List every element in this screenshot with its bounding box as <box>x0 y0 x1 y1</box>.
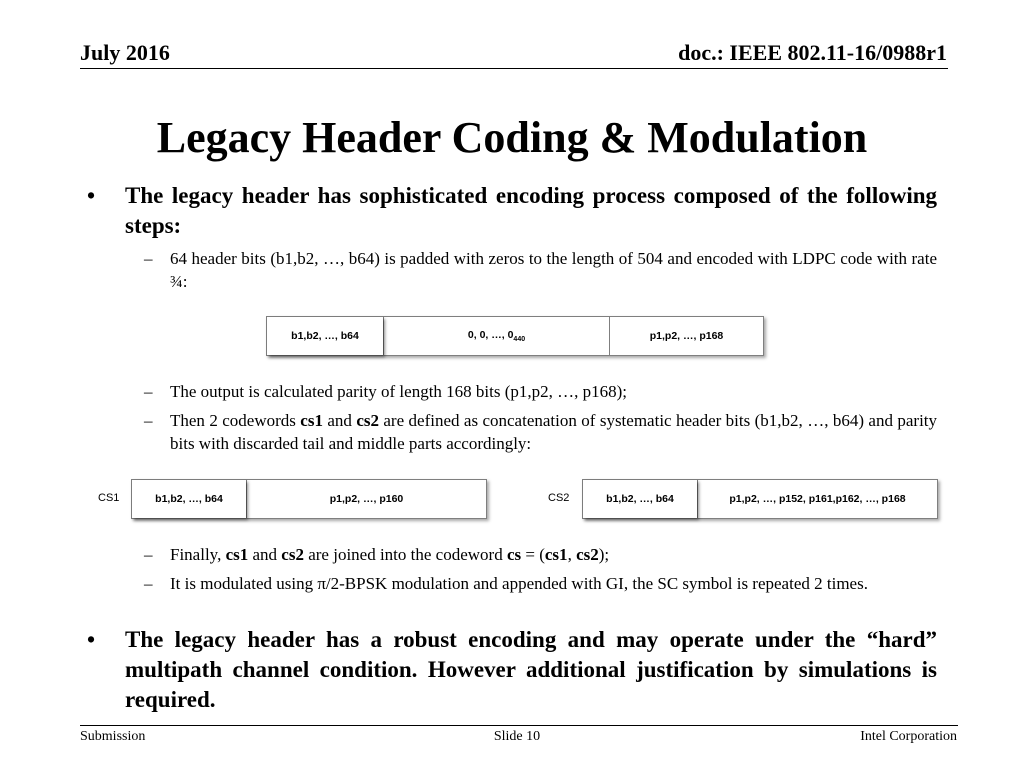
sub-item-padding <box>144 247 937 293</box>
bullet-text: The legacy header has sophisticated encoding process composed of the following steps: <box>125 183 937 238</box>
zero-padding-subscript: 440 <box>513 336 526 344</box>
parity-bits-cell <box>609 317 763 355</box>
zero-padding-cell <box>383 317 609 355</box>
footer-submission: Submission <box>80 729 146 744</box>
dash-marker: – <box>144 382 153 401</box>
sub-item-text: Finally, cs1 and cs2 are joined into the codeword cs = (cs1, cs2); <box>170 545 610 564</box>
cs2-parity-bits-label: p1,p2, …, p152, p161,p162, …, p168 <box>729 493 906 505</box>
header-date: July 2016 <box>80 40 170 65</box>
dash-marker: – <box>144 574 153 593</box>
header-bits-label: b1,b2, …, b64 <box>291 330 359 342</box>
cs2-label: CS2 <box>548 492 570 504</box>
sub-item-text: 64 header bits (b1,b2, …, b64) is padded with zeros to the length of 504 and encoded with LDPC code with rate ¾: <box>170 249 937 291</box>
cs2-parity-bits-cell <box>697 480 937 518</box>
bullet-text: The legacy header has a robust encoding and may operate under the “hard” multipath channel condition. However additional justification by simulations is required. <box>125 627 937 712</box>
bullet-robust-encoding <box>87 625 937 715</box>
sub-item-codewords <box>144 409 938 455</box>
cs1-parity-bits-cell <box>246 480 486 518</box>
slide-title: Legacy Header Coding & Modulation <box>156 113 868 162</box>
header-bits-cell <box>267 317 383 355</box>
sub-item-text: It is modulated using π/2-BPSK modulation and appended with GI, the SC symbol is repeated 2 times. <box>170 574 868 593</box>
cs1-parity-bits-label: p1,p2, …, p160 <box>329 493 404 505</box>
sub-item-modulation <box>144 572 937 595</box>
cs1-codeword-diagram <box>131 479 487 519</box>
cs1-label: CS1 <box>98 492 120 504</box>
bullet-encoding-process <box>87 181 937 241</box>
sub-item-text: Then 2 codewords cs1 and cs2 are defined as concatenation of systematic header bits (b1,b2, …, b64) and parity bits with discarded tail and middle parts accordingly: <box>170 411 938 453</box>
dash-marker: – <box>144 545 153 564</box>
header-divider <box>80 68 948 69</box>
cs1-header-bits-cell <box>132 480 246 518</box>
cs2-header-bits-cell <box>583 480 697 518</box>
footer-organization: Intel Corporation <box>860 729 957 744</box>
dash-marker: – <box>144 249 153 268</box>
dash-marker: – <box>144 411 153 430</box>
cs2-codeword-diagram <box>582 479 938 519</box>
sub-item-joined <box>144 543 937 566</box>
zero-padding-value: 0, 0, …, 0 <box>467 328 514 341</box>
footer-divider <box>80 725 958 726</box>
bullet-marker: • <box>87 627 96 652</box>
cs2-header-bits-label: b1,b2, …, b64 <box>606 493 674 505</box>
header-doc-id: doc.: IEEE 802.11-16/0988r1 <box>678 40 947 65</box>
ldpc-codeword-diagram <box>266 316 764 356</box>
footer-slide-number: Slide 10 <box>493 729 541 744</box>
sub-item-parity <box>144 380 937 403</box>
cs1-header-bits-label: b1,b2, …, b64 <box>155 493 223 505</box>
zero-padding-label <box>468 329 525 343</box>
parity-bits-label: p1,p2, …, p168 <box>649 330 724 342</box>
bullet-marker: • <box>87 183 96 208</box>
sub-item-text: The output is calculated parity of length 168 bits (p1,p2, …, p168); <box>170 382 628 401</box>
